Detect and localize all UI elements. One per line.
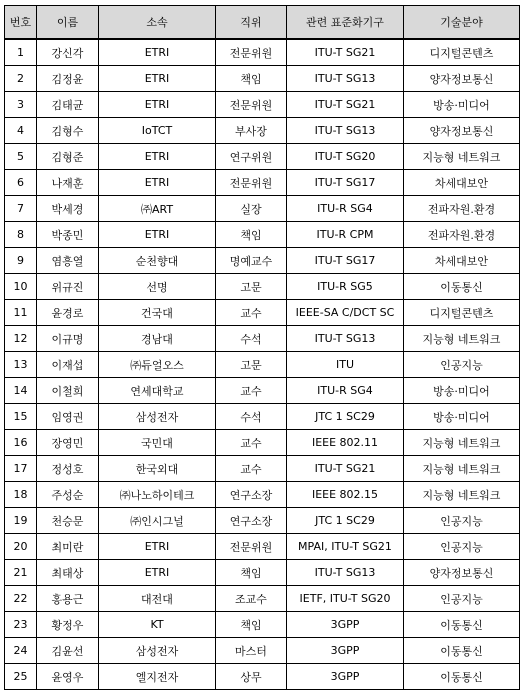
cell-name: 정성호 — [37, 456, 99, 482]
cell-tech-field: 양자정보통신 — [404, 560, 520, 586]
table-row — [5, 586, 520, 612]
cell-name: 나재훈 — [37, 170, 99, 196]
table-row — [5, 430, 520, 456]
cell-number: 8 — [5, 222, 37, 248]
table-row — [5, 456, 520, 482]
header-position: 직위 — [216, 6, 287, 40]
cell-name: 홍용근 — [37, 586, 99, 612]
cell-standards-body: ITU-T SG13 — [287, 560, 404, 586]
cell-name: 강신각 — [37, 39, 99, 66]
cell-tech-field: 전파자원.환경 — [404, 222, 520, 248]
cell-name: 김형준 — [37, 144, 99, 170]
cell-tech-field: 방송·미디어 — [404, 92, 520, 118]
cell-position: 전문위원 — [216, 92, 287, 118]
cell-affiliation: 연세대학교 — [99, 378, 216, 404]
table-row — [5, 534, 520, 560]
cell-affiliation: ETRI — [99, 560, 216, 586]
cell-number: 5 — [5, 144, 37, 170]
table-row — [5, 92, 520, 118]
cell-position: 상무 — [216, 664, 287, 690]
cell-name: 최미란 — [37, 534, 99, 560]
cell-position: 실장 — [216, 196, 287, 222]
cell-tech-field: 양자정보통신 — [404, 118, 520, 144]
cell-name: 위규진 — [37, 274, 99, 300]
cell-number: 20 — [5, 534, 37, 560]
cell-number: 19 — [5, 508, 37, 534]
table-row — [5, 39, 520, 66]
table-row — [5, 118, 520, 144]
cell-tech-field: 인공지능 — [404, 508, 520, 534]
cell-standards-body: IEEE-SA C/DCT SC — [287, 300, 404, 326]
cell-standards-body: JTC 1 SC29 — [287, 508, 404, 534]
cell-tech-field: 방송·미디어 — [404, 378, 520, 404]
cell-tech-field: 인공지능 — [404, 586, 520, 612]
cell-position: 마스터 — [216, 638, 287, 664]
table-body — [5, 39, 520, 690]
cell-position: 수석 — [216, 326, 287, 352]
header-name: 이름 — [37, 6, 99, 40]
cell-affiliation: 엘지전자 — [99, 664, 216, 690]
cell-number: 11 — [5, 300, 37, 326]
cell-standards-body: IETF, ITU-T SG20 — [287, 586, 404, 612]
cell-standards-body: MPAI, ITU-T SG21 — [287, 534, 404, 560]
table-row — [5, 638, 520, 664]
cell-standards-body: ITU-T SG17 — [287, 248, 404, 274]
cell-standards-body: 3GPP — [287, 664, 404, 690]
cell-standards-body: ITU-T SG13 — [287, 118, 404, 144]
cell-standards-body: ITU-R SG4 — [287, 378, 404, 404]
cell-standards-body: ITU-R SG5 — [287, 274, 404, 300]
table-row — [5, 352, 520, 378]
cell-standards-body: ITU-R SG4 — [287, 196, 404, 222]
cell-position: 책임 — [216, 560, 287, 586]
cell-name: 김형수 — [37, 118, 99, 144]
cell-position: 연구소장 — [216, 508, 287, 534]
cell-position: 조교수 — [216, 586, 287, 612]
cell-affiliation: 국민대 — [99, 430, 216, 456]
cell-position: 교수 — [216, 300, 287, 326]
cell-tech-field: 이동통신 — [404, 612, 520, 638]
cell-number: 17 — [5, 456, 37, 482]
header-row — [5, 6, 520, 40]
cell-affiliation: 선명 — [99, 274, 216, 300]
cell-position: 수석 — [216, 404, 287, 430]
cell-affiliation: ㈜인시그널 — [99, 508, 216, 534]
cell-position: 고문 — [216, 274, 287, 300]
table-row — [5, 144, 520, 170]
cell-number: 13 — [5, 352, 37, 378]
cell-affiliation: ETRI — [99, 170, 216, 196]
cell-affiliation: 경남대 — [99, 326, 216, 352]
table-row — [5, 378, 520, 404]
cell-number: 25 — [5, 664, 37, 690]
cell-tech-field: 지능형 네트워크 — [404, 456, 520, 482]
table-row — [5, 560, 520, 586]
cell-number: 16 — [5, 430, 37, 456]
cell-tech-field: 디지털콘텐츠 — [404, 39, 520, 66]
header-standards-body: 관련 표준화기구 — [287, 6, 404, 40]
cell-number: 12 — [5, 326, 37, 352]
cell-affiliation: IoTCT — [99, 118, 216, 144]
cell-tech-field: 디지털콘텐츠 — [404, 300, 520, 326]
cell-affiliation: 순천향대 — [99, 248, 216, 274]
cell-name: 이재섭 — [37, 352, 99, 378]
cell-number: 3 — [5, 92, 37, 118]
table-row — [5, 612, 520, 638]
cell-tech-field: 지능형 네트워크 — [404, 144, 520, 170]
cell-number: 2 — [5, 66, 37, 92]
cell-name: 주성순 — [37, 482, 99, 508]
table-header — [5, 6, 520, 40]
cell-standards-body: ITU-R CPM — [287, 222, 404, 248]
cell-position: 책임 — [216, 222, 287, 248]
cell-standards-body: ITU-T SG20 — [287, 144, 404, 170]
cell-affiliation: ETRI — [99, 66, 216, 92]
cell-name: 염흥열 — [37, 248, 99, 274]
cell-affiliation: ㈜나노하이테크 — [99, 482, 216, 508]
cell-affiliation: 한국외대 — [99, 456, 216, 482]
cell-position: 교수 — [216, 456, 287, 482]
cell-standards-body: ITU-T SG13 — [287, 66, 404, 92]
cell-tech-field: 인공지능 — [404, 352, 520, 378]
table-row — [5, 248, 520, 274]
cell-number: 21 — [5, 560, 37, 586]
cell-name: 윤영우 — [37, 664, 99, 690]
cell-tech-field: 차세대보안 — [404, 170, 520, 196]
cell-standards-body: 3GPP — [287, 612, 404, 638]
cell-tech-field: 방송·미디어 — [404, 404, 520, 430]
cell-number: 23 — [5, 612, 37, 638]
cell-position: 전문위원 — [216, 39, 287, 66]
header-number: 번호 — [5, 6, 37, 40]
cell-position: 연구소장 — [216, 482, 287, 508]
cell-tech-field: 이동통신 — [404, 664, 520, 690]
cell-name: 이철희 — [37, 378, 99, 404]
cell-tech-field: 지능형 네트워크 — [404, 430, 520, 456]
cell-affiliation: ㈜듀얼오스 — [99, 352, 216, 378]
cell-tech-field: 인공지능 — [404, 534, 520, 560]
cell-position: 전문위원 — [216, 534, 287, 560]
cell-standards-body: ITU — [287, 352, 404, 378]
cell-position: 고문 — [216, 352, 287, 378]
cell-number: 1 — [5, 39, 37, 66]
cell-position: 교수 — [216, 378, 287, 404]
cell-number: 9 — [5, 248, 37, 274]
cell-position: 교수 — [216, 430, 287, 456]
cell-number: 14 — [5, 378, 37, 404]
cell-name: 장영민 — [37, 430, 99, 456]
cell-tech-field: 지능형 네트워크 — [404, 482, 520, 508]
cell-standards-body: ITU-T SG17 — [287, 170, 404, 196]
table-row — [5, 300, 520, 326]
cell-number: 4 — [5, 118, 37, 144]
cell-name: 황정우 — [37, 612, 99, 638]
header-tech-field: 기술분야 — [404, 6, 520, 40]
cell-affiliation: ETRI — [99, 144, 216, 170]
cell-affiliation: ETRI — [99, 92, 216, 118]
cell-position: 명예교수 — [216, 248, 287, 274]
cell-tech-field: 이동통신 — [404, 274, 520, 300]
table-row — [5, 508, 520, 534]
cell-standards-body: ITU-T SG21 — [287, 456, 404, 482]
cell-number: 18 — [5, 482, 37, 508]
cell-standards-body: ITU-T SG21 — [287, 39, 404, 66]
cell-position: 연구위원 — [216, 144, 287, 170]
cell-tech-field: 지능형 네트워크 — [404, 326, 520, 352]
cell-affiliation: KT — [99, 612, 216, 638]
cell-affiliation: 삼성전자 — [99, 404, 216, 430]
cell-name: 임영권 — [37, 404, 99, 430]
experts-table — [4, 5, 520, 690]
table-row — [5, 274, 520, 300]
cell-standards-body: ITU-T SG13 — [287, 326, 404, 352]
cell-tech-field: 차세대보안 — [404, 248, 520, 274]
cell-standards-body: IEEE 802.11 — [287, 430, 404, 456]
cell-affiliation: 건국대 — [99, 300, 216, 326]
table-row — [5, 196, 520, 222]
cell-name: 이규명 — [37, 326, 99, 352]
table-row — [5, 170, 520, 196]
cell-name: 김태균 — [37, 92, 99, 118]
cell-name: 최태상 — [37, 560, 99, 586]
cell-affiliation: ETRI — [99, 534, 216, 560]
cell-position: 책임 — [216, 66, 287, 92]
cell-name: 박종민 — [37, 222, 99, 248]
table-row — [5, 222, 520, 248]
cell-name: 김윤선 — [37, 638, 99, 664]
cell-number: 10 — [5, 274, 37, 300]
cell-standards-body: JTC 1 SC29 — [287, 404, 404, 430]
header-affiliation: 소속 — [99, 6, 216, 40]
cell-tech-field: 이동통신 — [404, 638, 520, 664]
cell-tech-field: 전파자원.환경 — [404, 196, 520, 222]
cell-affiliation: ETRI — [99, 222, 216, 248]
cell-name: 박세경 — [37, 196, 99, 222]
cell-affiliation: ETRI — [99, 39, 216, 66]
table-row — [5, 66, 520, 92]
cell-name: 김정윤 — [37, 66, 99, 92]
table-row — [5, 664, 520, 690]
cell-name: 윤경로 — [37, 300, 99, 326]
table-row — [5, 482, 520, 508]
cell-standards-body: IEEE 802.15 — [287, 482, 404, 508]
cell-standards-body: ITU-T SG21 — [287, 92, 404, 118]
cell-number: 22 — [5, 586, 37, 612]
cell-affiliation: ㈜ART — [99, 196, 216, 222]
cell-standards-body: 3GPP — [287, 638, 404, 664]
cell-number: 24 — [5, 638, 37, 664]
cell-tech-field: 양자정보통신 — [404, 66, 520, 92]
cell-affiliation: 대전대 — [99, 586, 216, 612]
cell-number: 15 — [5, 404, 37, 430]
cell-number: 6 — [5, 170, 37, 196]
cell-affiliation: 삼성전자 — [99, 638, 216, 664]
cell-position: 부사장 — [216, 118, 287, 144]
cell-number: 7 — [5, 196, 37, 222]
table-row — [5, 404, 520, 430]
cell-position: 전문위원 — [216, 170, 287, 196]
cell-position: 책임 — [216, 612, 287, 638]
cell-name: 천승문 — [37, 508, 99, 534]
table-row — [5, 326, 520, 352]
